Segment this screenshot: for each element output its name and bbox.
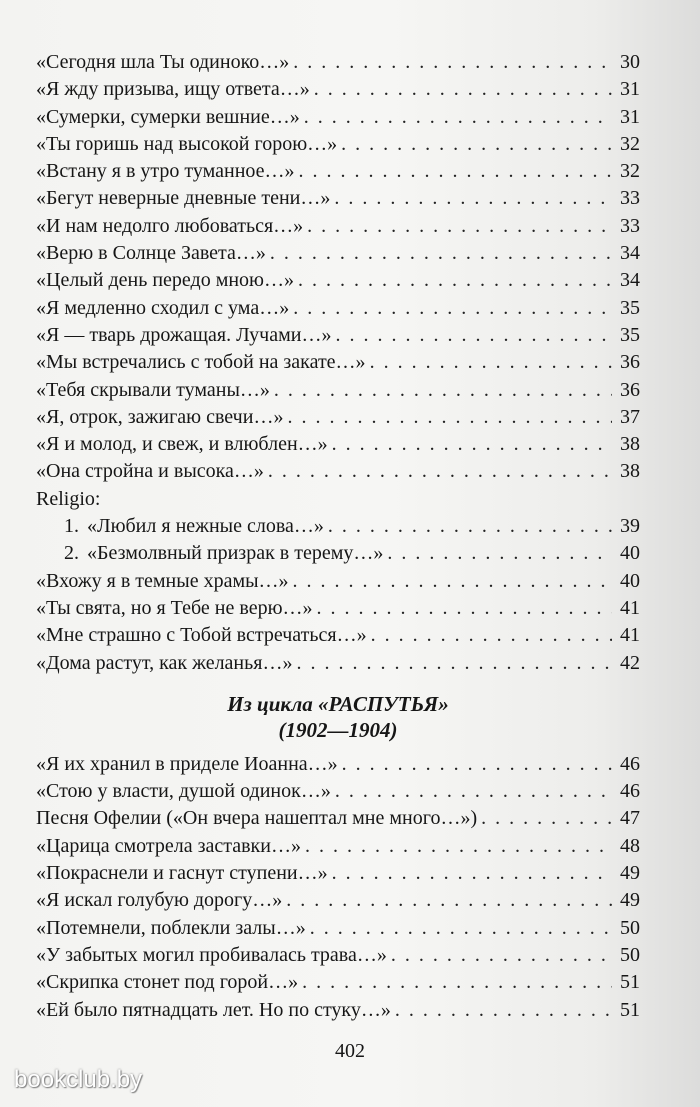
toc-entry	[36, 240, 640, 267]
toc-entry-page: 36	[620, 351, 640, 374]
dot-leader	[270, 240, 612, 267]
dot-leader	[287, 404, 612, 431]
toc-entry-page: 38	[620, 433, 640, 456]
toc-entry-title: «У забытых могил пробивалась трава…»	[36, 943, 387, 966]
dot-leader	[371, 622, 612, 649]
toc-entry-page: 47	[620, 807, 640, 830]
toc-entry-page: 41	[620, 596, 640, 619]
toc-entry	[36, 104, 640, 131]
toc-entry-page: 50	[620, 943, 640, 966]
dot-leader	[310, 915, 612, 942]
toc-entry	[36, 887, 640, 914]
toc-entry-page: 35	[620, 296, 640, 319]
toc-entry	[36, 915, 640, 942]
toc-entry-title: «Я, отрок, зажигаю свечи…»	[36, 405, 284, 428]
toc-entry-page: 30	[620, 51, 640, 73]
toc-entry-page: 32	[620, 160, 640, 183]
dot-leader	[299, 158, 612, 185]
toc-entry-title: «Она стройна и высока…»	[36, 460, 264, 483]
toc-entry	[36, 942, 640, 969]
dot-leader	[395, 997, 612, 1024]
toc-entry-title: «Я медленно сходил с ума…»	[36, 296, 290, 319]
toc-entry-title: «Встану я в утро туманное…»	[36, 160, 295, 183]
toc-entry-title: «Ты горишь над высокой горою…»	[36, 132, 338, 155]
toc-entry-title: «Царица смотрела заставки…»	[36, 834, 301, 857]
toc-entry-title: «Я — тварь дрожащая. Лучами…»	[36, 323, 332, 346]
toc-entry-title: «Целый день передо мною…»	[36, 269, 294, 292]
dot-leader	[293, 49, 612, 76]
dot-leader	[307, 213, 612, 240]
dot-leader	[481, 805, 612, 832]
dot-leader	[328, 513, 612, 540]
dot-leader	[341, 131, 612, 158]
toc-entry-number: 1.	[64, 515, 79, 538]
toc-entry-page: 33	[620, 214, 640, 237]
toc-entry	[36, 322, 640, 349]
toc-entry-page: 40	[620, 569, 640, 592]
dot-leader	[370, 349, 612, 376]
toc-entry-page: 41	[620, 624, 640, 647]
dot-leader	[334, 185, 612, 212]
toc-entry-title: «Я их хранил в приделе Иоанна…»	[36, 752, 338, 775]
toc-entry-page: 34	[620, 242, 640, 265]
toc-entry	[36, 158, 640, 185]
toc-entry	[36, 213, 640, 240]
toc-entry-title: «Скрипка стонет под горой…»	[36, 971, 299, 994]
toc-entry	[36, 595, 640, 622]
toc-entry	[36, 805, 640, 832]
toc-entry-page: 31	[620, 78, 640, 101]
toc-entry-page: 35	[620, 323, 640, 346]
toc-part-3	[36, 751, 640, 1024]
dot-leader	[342, 751, 612, 778]
dot-leader	[293, 295, 612, 322]
toc-entry	[36, 377, 640, 404]
toc-entry	[36, 622, 640, 649]
toc-entry	[36, 131, 640, 158]
dot-leader	[332, 860, 612, 887]
dot-leader	[335, 778, 612, 805]
toc-entry	[36, 540, 640, 567]
dot-leader	[335, 322, 612, 349]
toc-entry-title: «Стою у власти, душой одинок…»	[36, 780, 331, 803]
toc-entry-page: 31	[620, 105, 640, 128]
toc-entry-page: 48	[620, 834, 640, 857]
toc-entry-title: «Вхожу я в темные храмы…»	[36, 569, 289, 592]
section-heading-years: (1902—1904)	[278, 717, 398, 742]
toc-entry-page: 38	[620, 460, 640, 483]
toc-entry-title: «Мы встречались с тобой на закате…»	[36, 351, 366, 374]
toc-entry-page: 46	[620, 780, 640, 803]
watermark-logo: bookclub.by	[14, 1066, 143, 1093]
toc-entry	[36, 513, 640, 540]
dot-leader	[286, 887, 612, 914]
toc-entry	[36, 49, 640, 76]
toc-entry	[36, 751, 640, 778]
toc-entry-page: 34	[620, 269, 640, 292]
section-heading-title: Из цикла «РАСПУТЬЯ»	[227, 691, 449, 716]
dot-leader	[391, 942, 612, 969]
toc-entry	[36, 267, 640, 294]
toc-entry	[36, 431, 640, 458]
toc-entry	[36, 568, 640, 595]
toc-entry	[36, 969, 640, 996]
table-of-contents	[36, 49, 640, 1024]
toc-entry-title: «Ей было пятнадцать лет. Но по стуку…»	[36, 998, 391, 1021]
toc-entry	[36, 650, 640, 677]
religio-items	[36, 513, 640, 568]
toc-entry-page: 49	[620, 862, 640, 885]
toc-entry	[36, 349, 640, 376]
dot-leader	[332, 431, 612, 458]
toc-entry-page: 51	[620, 971, 640, 994]
toc-entry-page: 39	[620, 515, 640, 538]
toc-entry	[36, 833, 640, 860]
toc-entry	[36, 404, 640, 431]
toc-entry-title: «Я искал голубую дорогу…»	[36, 889, 283, 912]
section-heading	[36, 677, 640, 749]
dot-leader	[304, 104, 612, 131]
dot-leader	[305, 833, 612, 860]
toc-entry	[36, 860, 640, 887]
dot-leader	[387, 540, 612, 567]
dot-leader	[302, 969, 612, 996]
toc-entry-page: 50	[620, 916, 640, 939]
religio-label-row	[36, 486, 640, 513]
toc-entry	[36, 295, 640, 322]
toc-entry-page: 42	[620, 651, 640, 674]
toc-entry-title: «И нам недолго любоваться…»	[36, 214, 304, 237]
toc-entry-number: 2.	[64, 542, 79, 565]
dot-leader	[314, 76, 612, 103]
toc-entry-title: «Покраснели и гаснут ступени…»	[36, 862, 328, 885]
toc-entry-title: «Сегодня шла Ты одиноко…»	[36, 51, 290, 73]
dot-leader	[317, 595, 612, 622]
toc-entry	[36, 997, 640, 1024]
toc-entry-title: «Бегут неверные дневные тени…»	[36, 187, 331, 210]
toc-part-2	[36, 568, 640, 677]
toc-entry-page: 32	[620, 132, 640, 155]
toc-entry-page: 49	[620, 889, 640, 912]
toc-entry-page: 36	[620, 378, 640, 401]
dot-leader	[274, 377, 612, 404]
toc-entry-title: «Я жду призыва, ищу ответа…»	[36, 78, 310, 101]
toc-entry	[36, 76, 640, 103]
toc-entry-page: 40	[620, 542, 640, 565]
toc-entry	[36, 185, 640, 212]
toc-entry-title: «Дома растут, как желанья…»	[36, 651, 293, 674]
toc-entry-title: «Любил я нежные слова…»	[87, 515, 324, 538]
toc-entry-title: «Я и молод, и свеж, и влюблен…»	[36, 433, 328, 456]
dot-leader	[298, 267, 612, 294]
toc-entry-title: Песня Офелии («Он вчера нашептал мне много…»)	[36, 807, 478, 830]
toc-entry	[36, 458, 640, 485]
toc-part-1	[36, 49, 640, 486]
toc-entry-page: 51	[620, 998, 640, 1021]
toc-entry	[36, 778, 640, 805]
dot-leader	[296, 650, 612, 677]
religio-label: Religio:	[36, 487, 101, 510]
dot-leader	[293, 568, 612, 595]
toc-entry-page: 46	[620, 752, 640, 775]
toc-entry-title: «Сумерки, сумерки вешние…»	[36, 105, 300, 128]
toc-entry-title: «Потемнели, поблекли залы…»	[36, 916, 306, 939]
toc-entry-title: «Безмолвный призрак в терему…»	[87, 542, 384, 565]
toc-entry-title: «Тебя скрывали туманы…»	[36, 378, 270, 401]
dot-leader	[268, 458, 612, 485]
page-number: 402	[335, 1040, 365, 1062]
toc-entry-page: 33	[620, 187, 640, 210]
toc-entry-title: «Мне страшно с Тобой встречаться…»	[36, 624, 367, 647]
toc-entry-page: 37	[620, 405, 640, 428]
toc-entry-title: «Верю в Солнце Завета…»	[36, 242, 266, 265]
toc-entry-title: «Ты свята, но я Тебе не верю…»	[36, 596, 313, 619]
